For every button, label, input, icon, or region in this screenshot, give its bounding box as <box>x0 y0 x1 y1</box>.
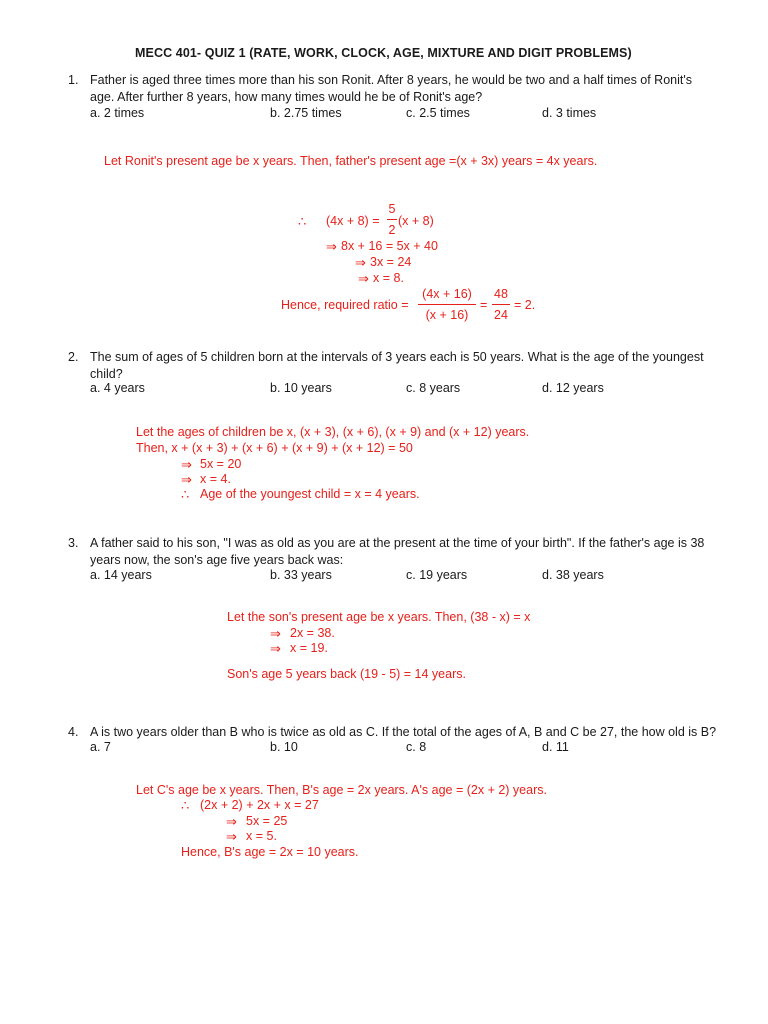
q3-option-a: a. 14 years <box>90 568 152 582</box>
implies-symbol: ⇒ <box>270 641 281 656</box>
fraction-bar <box>418 304 476 305</box>
q2-solution-line1: Let the ages of children be x, (x + 3), (x + 6), (x + 9) and (x + 12) years. <box>136 425 530 439</box>
q1-eq1-right: (x + 8) <box>398 214 434 228</box>
q3-solution-line3: x = 19. <box>290 641 328 655</box>
q2-solution-line4: x = 4. <box>200 472 231 486</box>
quiz-title: MECC 401- QUIZ 1 (RATE, WORK, CLOCK, AGE, MIXTURE AND DIGIT PROBLEMS) <box>135 46 632 60</box>
q1-eq3: 3x = 24 <box>370 255 412 269</box>
q1-text-line2: age. After further 8 years, how many times would he be of Ronit's age? <box>90 90 483 104</box>
fraction-bar <box>387 219 397 220</box>
q3-option-d: d. 38 years <box>542 568 604 582</box>
q2-option-c: c. 8 years <box>406 381 461 395</box>
implies-symbol: ⇒ <box>181 472 192 487</box>
q4-option-c: c. 8 <box>406 740 427 754</box>
therefore-symbol: ∴ <box>181 798 190 813</box>
q3-option-c: c. 19 years <box>406 568 468 582</box>
q1-eq1-left: (4x + 8) = <box>326 214 380 228</box>
therefore-symbol: ∴ <box>181 487 190 502</box>
q1-ratio-result: = 2. <box>514 298 536 312</box>
q1-ratio2-denominator: 24 <box>494 308 508 322</box>
q1-ratio-label: Hence, required ratio = <box>281 298 409 312</box>
q1-ratio-denominator: (x + 16) <box>425 308 469 322</box>
q3-text-line2: years now, the son's age five years back was: <box>90 553 344 567</box>
q2-text-line1: The sum of ages of 5 children born at the intervals of 3 years each is 50 years. What is the age of the youngest <box>90 350 704 364</box>
q4-option-b: b. 10 <box>270 740 298 754</box>
q4-solution-line5: Hence, B's age = 2x = 10 years. <box>181 845 359 859</box>
q1-eq4: x = 8. <box>373 271 404 285</box>
q1-option-b: b. 2.75 times <box>270 106 342 120</box>
q2-solution-line3: 5x = 20 <box>200 457 242 471</box>
q1-eq2: 8x + 16 = 5x + 40 <box>341 239 438 253</box>
q1-option-d: d. 3 times <box>542 106 597 120</box>
q4-solution-line1: Let C's age be x years. Then, B's age = 2x years. A's age = (2x + 2) years. <box>136 783 547 797</box>
q4-number: 4. <box>68 725 79 739</box>
q1-ratio-numerator: (4x + 16) <box>422 287 472 301</box>
implies-symbol: ⇒ <box>358 271 369 286</box>
therefore-symbol: ∴ <box>298 214 307 229</box>
q4-text-line1: A is two years older than B who is twice as old as C. If the total of the ages of A, B and C be 27, the how old is B? <box>90 725 717 739</box>
q3-solution-line2: 2x = 38. <box>290 626 335 640</box>
q4-solution-line2: (2x + 2) + 2x + x = 27 <box>200 798 319 812</box>
q2-number: 2. <box>68 350 79 364</box>
q2-option-d: d. 12 years <box>542 381 604 395</box>
q2-text-line2: child? <box>90 367 123 381</box>
q1-text-line1: Father is aged three times more than his son Ronit. After 8 years, he would be two and a half times of Ronit's <box>90 73 693 87</box>
q2-solution-line2: Then, x + (x + 3) + (x + 6) + (x + 9) + (x + 12) = 50 <box>136 441 413 455</box>
q1-option-a: a. 2 times <box>90 106 145 120</box>
q4-option-d: d. 11 <box>542 740 569 754</box>
q1-equals-sign: = <box>480 298 488 312</box>
q1-ratio2-numerator: 48 <box>494 287 508 301</box>
q2-option-a: a. 4 years <box>90 381 145 395</box>
fraction-bar <box>492 304 510 305</box>
q3-solution-line1: Let the son's present age be x years. Then, (38 - x) = x <box>227 610 531 624</box>
q1-solution-intro: Let Ronit's present age be x years. Then, father's present age =(x + 3x) years = 4x years. <box>104 154 598 168</box>
implies-symbol: ⇒ <box>226 814 237 829</box>
q4-solution-line4: x = 5. <box>246 829 277 843</box>
q1-option-c: c. 2.5 times <box>406 106 470 120</box>
q3-text-line1: A father said to his son, "I was as old as you are at the present at the time of your birth". If the father's age is 38 <box>90 536 705 550</box>
q3-option-b: b. 33 years <box>270 568 332 582</box>
q4-option-a: a. 7 <box>90 740 111 754</box>
implies-symbol: ⇒ <box>226 829 237 844</box>
implies-symbol: ⇒ <box>326 239 337 254</box>
q3-number: 3. <box>68 536 79 550</box>
q3-solution-line4: Son's age 5 years back (19 - 5) = 14 years. <box>227 667 466 681</box>
implies-symbol: ⇒ <box>181 457 192 472</box>
implies-symbol: ⇒ <box>355 255 366 270</box>
q2-solution-line5: Age of the youngest child = x = 4 years. <box>200 487 420 501</box>
q2-option-b: b. 10 years <box>270 381 332 395</box>
q1-eq1-denominator: 2 <box>388 223 396 237</box>
q4-solution-line3: 5x = 25 <box>246 814 288 828</box>
implies-symbol: ⇒ <box>270 626 281 641</box>
q1-number: 1. <box>68 73 79 87</box>
q1-eq1-numerator: 5 <box>388 202 396 216</box>
